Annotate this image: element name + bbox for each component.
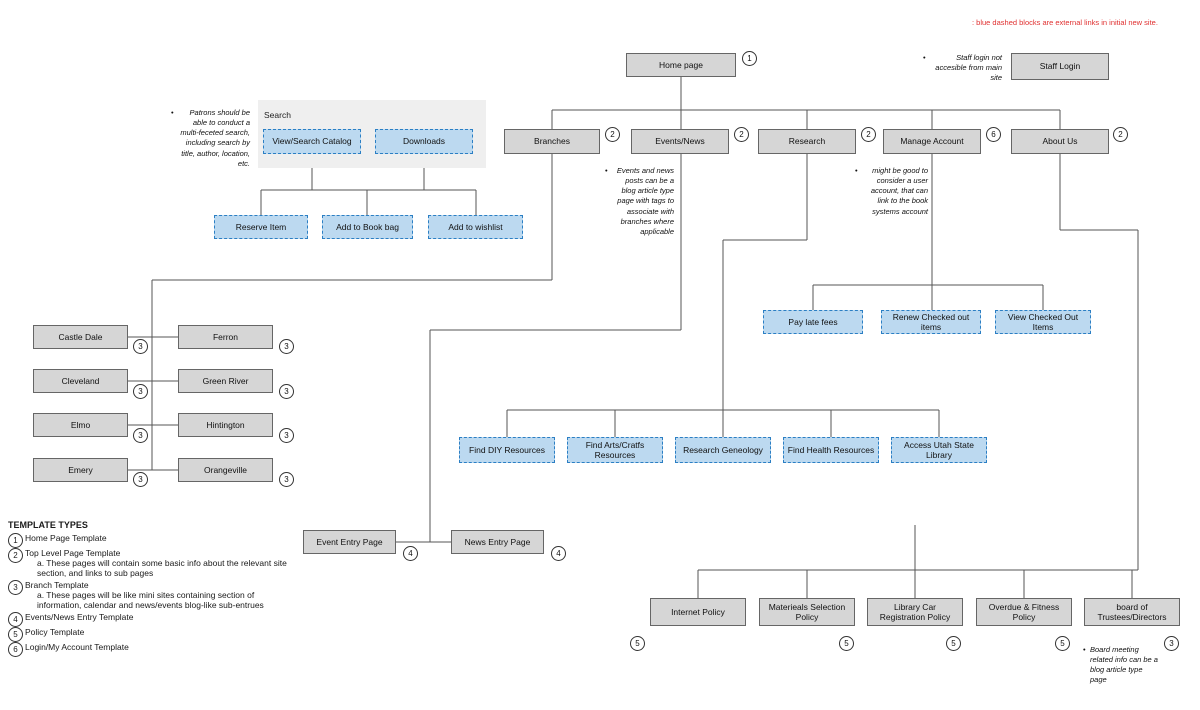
note-staff-text: Staff login not accesible from main site bbox=[935, 53, 1002, 83]
legend-item-2 bbox=[8, 548, 298, 578]
note-patrons bbox=[171, 108, 250, 169]
node-find_diy[interactable]: Find DIY Resources bbox=[459, 437, 555, 463]
legend-badge-6: 6 bbox=[8, 642, 23, 657]
template-badge-b-materials: 5 bbox=[839, 636, 854, 651]
template-badge-b-ferron: 3 bbox=[279, 339, 294, 354]
template-badge-b-hinting: 3 bbox=[279, 428, 294, 443]
legend-badge-2: 2 bbox=[8, 548, 23, 563]
node-manage_account[interactable]: Manage Account bbox=[883, 129, 981, 154]
node-view_checked_out[interactable]: View Checked Out Items bbox=[995, 310, 1091, 334]
node-internet_policy[interactable]: Internet Policy bbox=[650, 598, 746, 626]
legend-badge-5: 5 bbox=[8, 627, 23, 642]
template-badge-b-news-entry: 4 bbox=[551, 546, 566, 561]
node-board_trustees[interactable]: board of Trustees/Directors bbox=[1084, 598, 1180, 626]
template-badge-b-home: 1 bbox=[742, 51, 757, 66]
legend-badge-1: 1 bbox=[8, 533, 23, 548]
node-elmo[interactable]: Elmo bbox=[33, 413, 128, 437]
node-event_entry[interactable]: Event Entry Page bbox=[303, 530, 396, 554]
node-branches[interactable]: Branches bbox=[504, 129, 600, 154]
template-badge-b-cleveland: 3 bbox=[133, 384, 148, 399]
legend-label-6: Login/My Account Template bbox=[25, 642, 129, 652]
legend-item-6 bbox=[8, 642, 298, 655]
bullet-marker: • bbox=[1083, 645, 1086, 654]
template-badge-b-research: 2 bbox=[861, 127, 876, 142]
template-badge-b-board: 3 bbox=[1164, 636, 1179, 651]
template-badge-b-emery: 3 bbox=[133, 472, 148, 487]
node-find_health[interactable]: Find Health Resources bbox=[783, 437, 879, 463]
template-badge-b-event-entry: 4 bbox=[403, 546, 418, 561]
node-research_geneology[interactable]: Research Geneology bbox=[675, 437, 771, 463]
bullet-marker: • bbox=[605, 166, 608, 175]
legend-item-3 bbox=[8, 580, 298, 610]
legend-label-2: Top Level Page Template bbox=[25, 548, 121, 558]
template-badge-b-overdue: 5 bbox=[1055, 636, 1070, 651]
node-library_car_policy[interactable]: Library Car Registration Policy bbox=[867, 598, 963, 626]
template-badge-b-internet: 5 bbox=[630, 636, 645, 651]
legend-title: TEMPLATE TYPES bbox=[8, 520, 88, 530]
node-view_search_catalog[interactable]: View/Search Catalog bbox=[263, 129, 361, 154]
node-ferron[interactable]: Ferron bbox=[178, 325, 273, 349]
legend-sublabel-2: a. These pages will contain some basic info about the relevant site section, and links to sub pages bbox=[37, 558, 287, 578]
node-about_us[interactable]: About Us bbox=[1011, 129, 1109, 154]
bullet-marker: • bbox=[923, 53, 926, 62]
node-emery[interactable]: Emery bbox=[33, 458, 128, 482]
node-materials_policy[interactable]: Materieals Selection Policy bbox=[759, 598, 855, 626]
node-renew_items[interactable]: Renew Checked out items bbox=[881, 310, 981, 334]
note-account-text: might be good to consider a user account, that can link to the book systems account bbox=[870, 166, 928, 216]
search-group-label: Search bbox=[264, 110, 291, 120]
bullet-marker: • bbox=[855, 166, 858, 175]
legend-badge-3: 3 bbox=[8, 580, 23, 595]
template-badge-b-castle: 3 bbox=[133, 339, 148, 354]
note-patrons-text: Patrons should be able to conduct a multi-feceted search, including search by title, author, location, etc. bbox=[180, 108, 250, 168]
note-events bbox=[605, 166, 674, 237]
legend bbox=[8, 520, 298, 657]
legend-sublabel-3: a. These pages will be like mini sites containing section of information, calendar and news/events blog-like sub-entrues bbox=[37, 590, 264, 610]
node-cleveland[interactable]: Cleveland bbox=[33, 369, 128, 393]
template-badge-b-branches: 2 bbox=[605, 127, 620, 142]
legend-item-5 bbox=[8, 627, 298, 640]
node-hintington[interactable]: Hintington bbox=[178, 413, 273, 437]
external-links-note: : blue dashed blocks are external links in initial new site. bbox=[972, 18, 1158, 27]
node-access_utah[interactable]: Access Utah State Library bbox=[891, 437, 987, 463]
template-badge-b-events: 2 bbox=[734, 127, 749, 142]
note-events-text: Events and news posts can be a blog article type page with tags to associate with branches where applicable bbox=[616, 166, 674, 236]
node-add_book_bag[interactable]: Add to Book bag bbox=[322, 215, 413, 239]
node-castle_dale[interactable]: Castle Dale bbox=[33, 325, 128, 349]
legend-badge-4: 4 bbox=[8, 612, 23, 627]
legend-label-4: Events/News Entry Template bbox=[25, 612, 134, 622]
template-badge-b-green: 3 bbox=[279, 384, 294, 399]
node-overdue_policy[interactable]: Overdue & Fitness Policy bbox=[976, 598, 1072, 626]
node-pay_late_fees[interactable]: Pay late fees bbox=[763, 310, 863, 334]
node-staff_login[interactable]: Staff Login bbox=[1011, 53, 1109, 80]
node-orangeville[interactable]: Orangeville bbox=[178, 458, 273, 482]
node-find_arts[interactable]: Find Arts/Cratfs Resources bbox=[567, 437, 663, 463]
legend-label-3: Branch Template bbox=[25, 580, 89, 590]
node-green_river[interactable]: Green River bbox=[178, 369, 273, 393]
node-downloads[interactable]: Downloads bbox=[375, 129, 473, 154]
legend-item-1 bbox=[8, 533, 298, 546]
legend-label-1: Home Page Template bbox=[25, 533, 107, 543]
node-home[interactable]: Home page bbox=[626, 53, 736, 77]
legend-label-5: Policy Template bbox=[25, 627, 85, 637]
template-badge-b-manage: 6 bbox=[986, 127, 1001, 142]
node-news_entry[interactable]: News Entry Page bbox=[451, 530, 544, 554]
note-account bbox=[855, 166, 928, 217]
template-badge-b-librarycar: 5 bbox=[946, 636, 961, 651]
template-badge-b-about: 2 bbox=[1113, 127, 1128, 142]
template-badge-b-elmo: 3 bbox=[133, 428, 148, 443]
legend-item-4 bbox=[8, 612, 298, 625]
node-reserve_item[interactable]: Reserve Item bbox=[214, 215, 308, 239]
node-add_wishlist[interactable]: Add to wishlist bbox=[428, 215, 523, 239]
node-events_news[interactable]: Events/News bbox=[631, 129, 729, 154]
note-board-text: Board meeting related info can be a blog article type page bbox=[1090, 645, 1158, 685]
bullet-marker: • bbox=[171, 108, 174, 117]
template-badge-b-orange: 3 bbox=[279, 472, 294, 487]
node-research[interactable]: Research bbox=[758, 129, 856, 154]
note-staff bbox=[923, 53, 1002, 83]
legend-items bbox=[8, 533, 298, 655]
note-board bbox=[1083, 645, 1160, 686]
